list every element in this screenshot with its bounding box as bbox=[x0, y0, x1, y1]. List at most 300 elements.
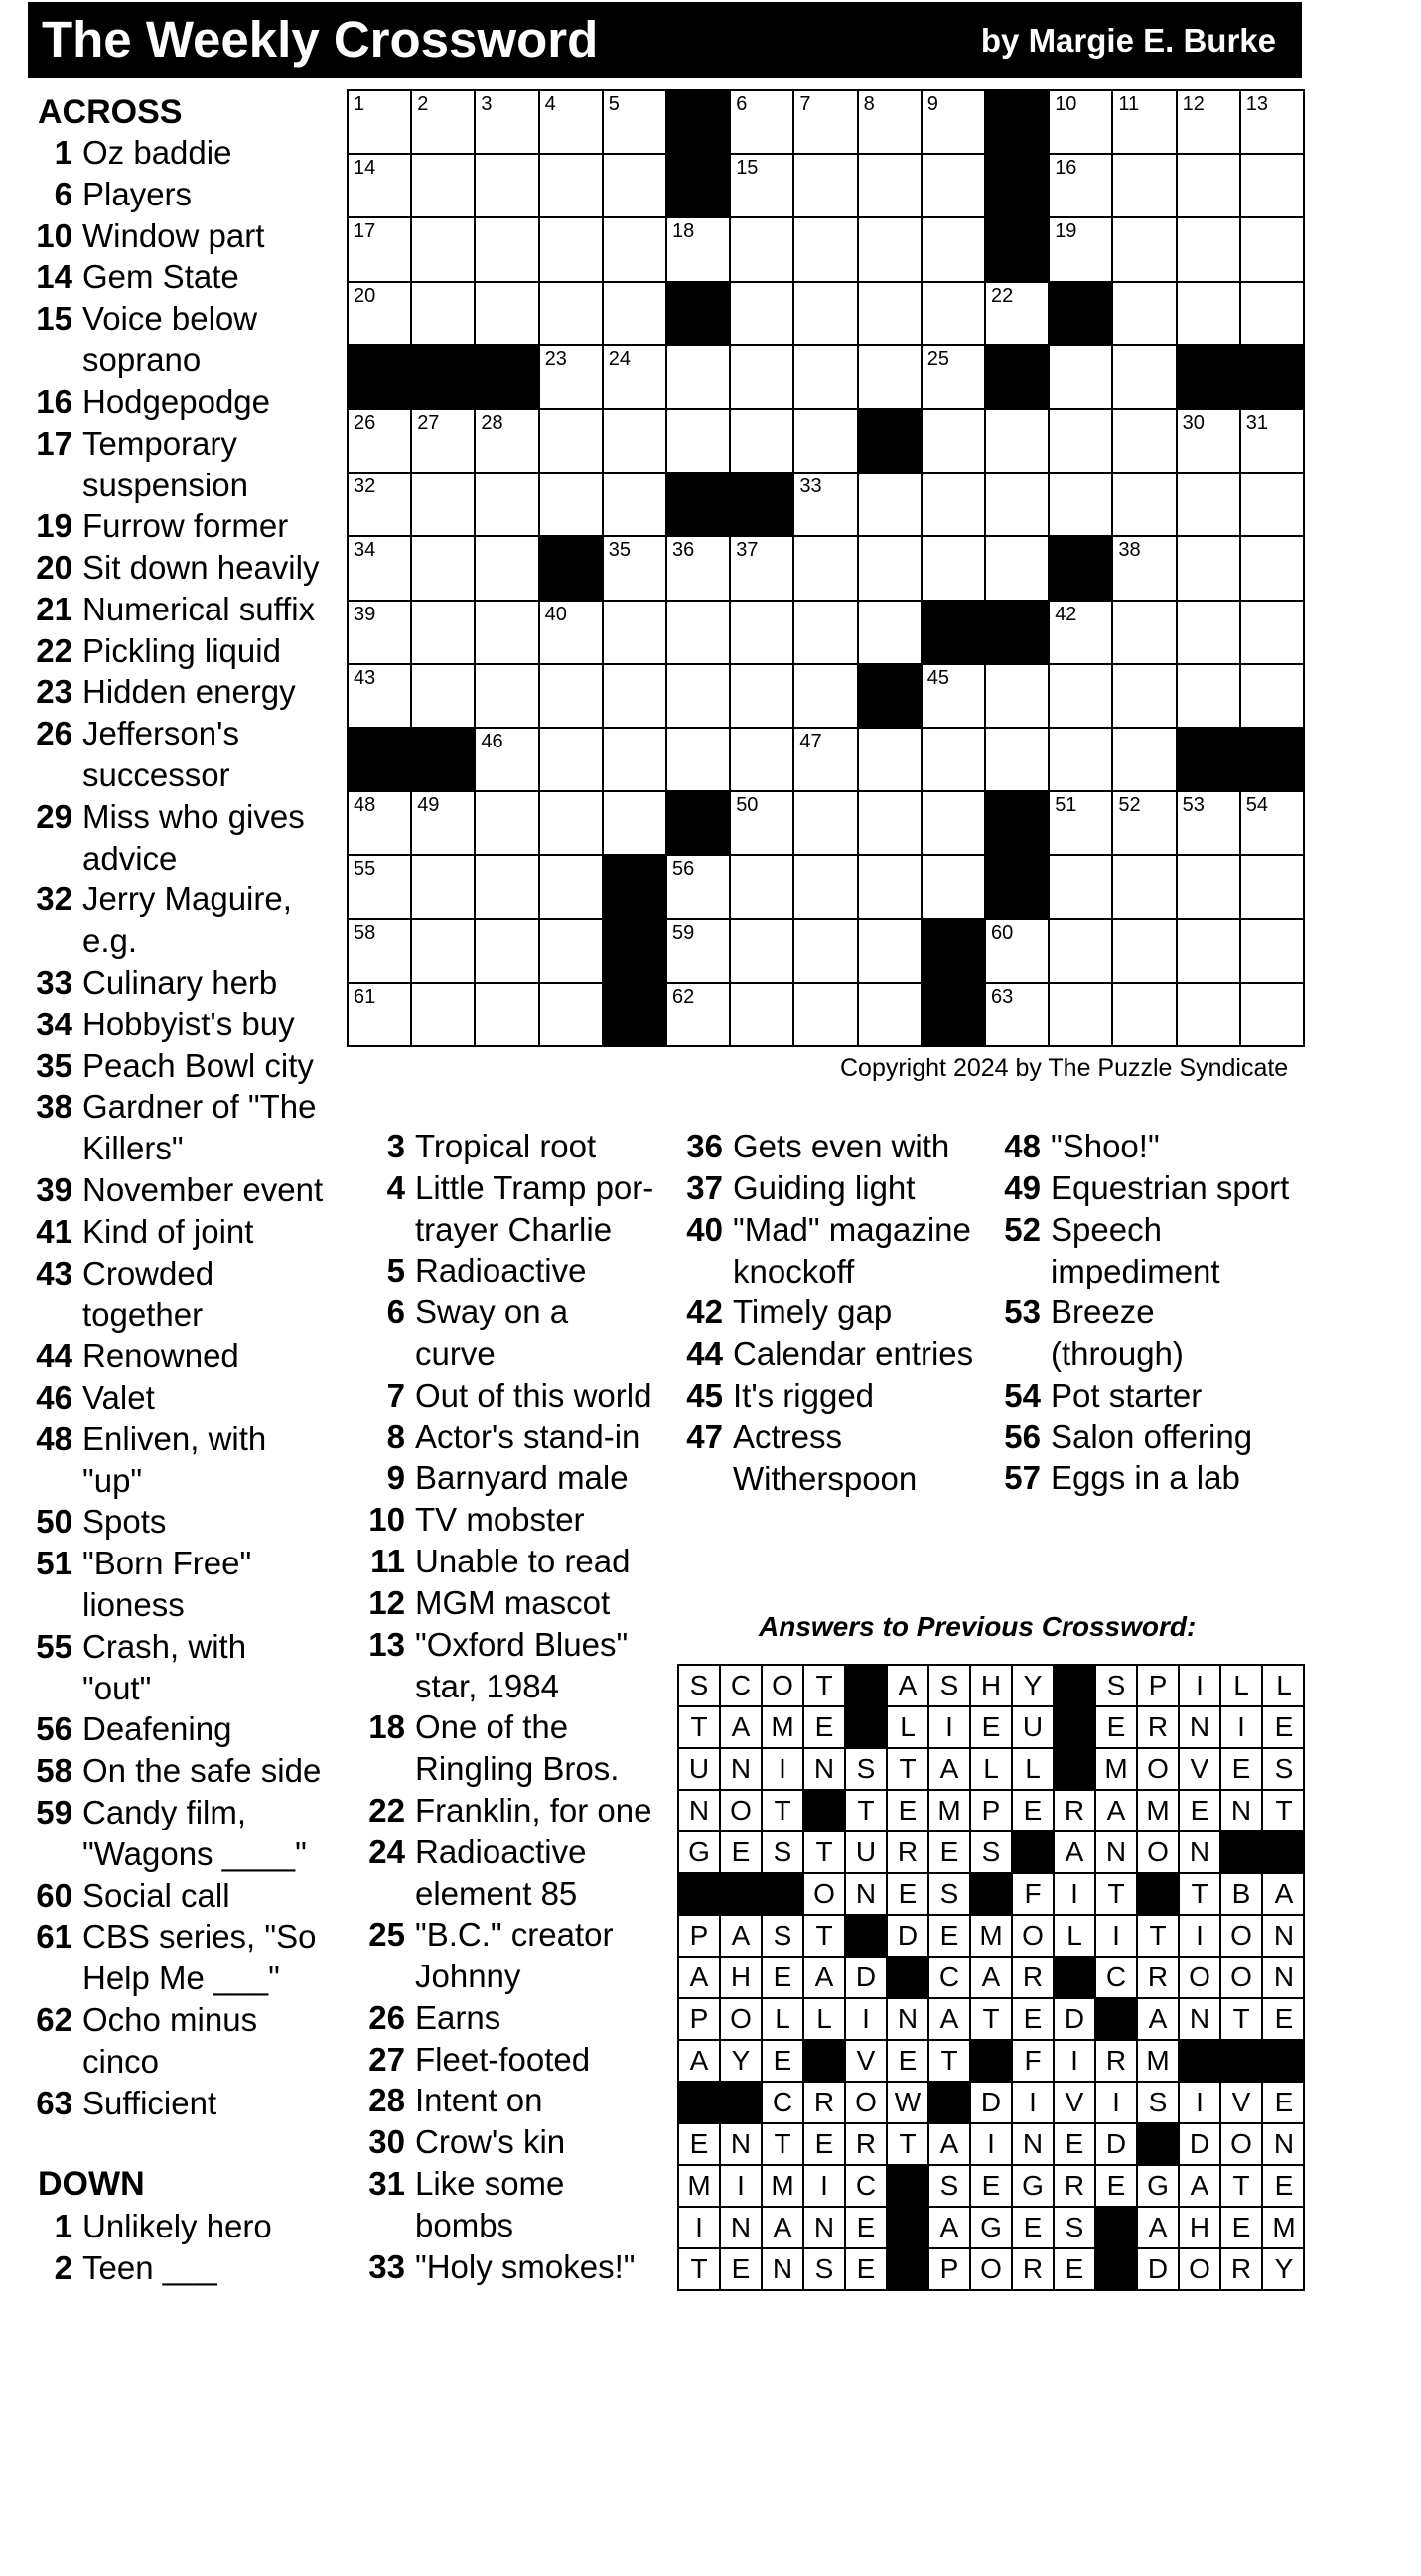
down-clue-37 bbox=[679, 1167, 997, 1209]
grid-cell[interactable] bbox=[604, 283, 667, 346]
grid-cell[interactable] bbox=[667, 346, 731, 410]
grid-cell[interactable] bbox=[476, 474, 539, 537]
grid-cell[interactable] bbox=[412, 856, 476, 919]
grid-cell[interactable] bbox=[1178, 920, 1241, 984]
grid-cell[interactable] bbox=[349, 474, 412, 537]
clue-number: 49 bbox=[1004, 1168, 1041, 1206]
cell-number: 29 bbox=[863, 412, 886, 434]
grid-cell[interactable] bbox=[731, 920, 794, 984]
across-clue-44 bbox=[29, 1335, 337, 1377]
grid-cell[interactable] bbox=[667, 920, 731, 984]
grid-cell[interactable] bbox=[540, 218, 604, 282]
clue-text: Teen ___ bbox=[82, 2248, 217, 2286]
grid-cell[interactable] bbox=[1178, 218, 1241, 282]
black-square bbox=[859, 665, 923, 729]
grid-cell[interactable] bbox=[604, 729, 667, 792]
grid-cell[interactable] bbox=[1241, 91, 1305, 155]
grid-cell[interactable] bbox=[794, 792, 858, 856]
across-clue-43 bbox=[29, 1253, 337, 1336]
grid-cell[interactable] bbox=[412, 984, 476, 1047]
grid-cell[interactable] bbox=[794, 920, 858, 984]
grid-cell[interactable] bbox=[540, 920, 604, 984]
answer-letter: T bbox=[763, 2124, 804, 2166]
grid-cell[interactable] bbox=[731, 537, 794, 601]
grid-cell[interactable] bbox=[1050, 856, 1113, 919]
clue-number: 2 bbox=[54, 2248, 72, 2286]
answer-letter: M bbox=[971, 1916, 1013, 1958]
grid-cell[interactable] bbox=[794, 283, 858, 346]
answer-black-square bbox=[971, 1874, 1013, 1916]
clue-number: 1 bbox=[54, 2208, 72, 2244]
grid-cell[interactable] bbox=[540, 155, 604, 218]
answer-letter: R bbox=[846, 2124, 888, 2166]
grid-cell[interactable] bbox=[1050, 792, 1113, 856]
grid-cell[interactable] bbox=[476, 920, 539, 984]
black-square bbox=[986, 602, 1050, 665]
grid-cell[interactable] bbox=[794, 218, 858, 282]
grid-cell[interactable] bbox=[1113, 920, 1177, 984]
answer-black-square bbox=[846, 1707, 888, 1749]
clue-text: Speech bbox=[1051, 1210, 1162, 1248]
grid-cell[interactable] bbox=[476, 155, 539, 218]
answer-letter: C bbox=[763, 2083, 804, 2124]
grid-cell[interactable] bbox=[923, 218, 986, 282]
grid-cell[interactable] bbox=[476, 856, 539, 919]
grid-cell[interactable] bbox=[859, 218, 923, 282]
grid-cell[interactable] bbox=[476, 984, 539, 1047]
previous-answers-grid bbox=[677, 1664, 1305, 2291]
across-clue-50 bbox=[29, 1501, 337, 1543]
across-clue-26 bbox=[29, 713, 337, 796]
answer-letter: T bbox=[1180, 1874, 1221, 1916]
cell-number: 9 bbox=[926, 93, 938, 115]
grid-cell[interactable] bbox=[1050, 91, 1113, 155]
grid-cell[interactable] bbox=[794, 410, 858, 474]
answer-letter: N bbox=[846, 1874, 888, 1916]
grid-cell[interactable] bbox=[540, 856, 604, 919]
grid-cell[interactable] bbox=[476, 792, 539, 856]
grid-cell[interactable] bbox=[476, 283, 539, 346]
down-clue-56 bbox=[997, 1417, 1315, 1458]
clue-number: 42 bbox=[686, 1293, 723, 1331]
grid-cell[interactable] bbox=[349, 537, 412, 601]
answer-letter: F bbox=[1013, 2041, 1055, 2083]
grid-cell[interactable] bbox=[1241, 474, 1305, 537]
puzzle-title: The Weekly Crossword bbox=[42, 11, 599, 68]
grid-cell[interactable] bbox=[1113, 665, 1177, 729]
grid-cell[interactable] bbox=[1178, 856, 1241, 919]
clue-number: 26 bbox=[36, 715, 72, 752]
grid-cell[interactable] bbox=[731, 283, 794, 346]
clue-text: lioness bbox=[82, 1586, 185, 1624]
grid-cell[interactable] bbox=[349, 155, 412, 218]
grid-cell[interactable] bbox=[1178, 155, 1241, 218]
grid-cell[interactable] bbox=[1241, 602, 1305, 665]
down-clue-26 bbox=[361, 1997, 669, 2039]
grid-cell[interactable] bbox=[476, 665, 539, 729]
answer-letter: I bbox=[721, 2166, 763, 2208]
grid-cell[interactable] bbox=[1113, 218, 1177, 282]
grid-cell[interactable] bbox=[604, 155, 667, 218]
clue-number: 10 bbox=[36, 216, 72, 254]
grid-cell[interactable] bbox=[986, 537, 1050, 601]
grid-cell[interactable] bbox=[412, 218, 476, 282]
grid-cell[interactable] bbox=[1113, 410, 1177, 474]
answer-letter: D bbox=[888, 1916, 929, 1958]
answer-black-square bbox=[1055, 1958, 1096, 1999]
down-clue-18 bbox=[361, 1706, 669, 1790]
grid-cell[interactable] bbox=[1241, 537, 1305, 601]
grid-cell[interactable] bbox=[986, 474, 1050, 537]
across-clue-63 bbox=[29, 2083, 337, 2124]
grid-cell[interactable] bbox=[1178, 602, 1241, 665]
grid-cell[interactable] bbox=[604, 410, 667, 474]
grid-cell[interactable] bbox=[1050, 474, 1113, 537]
answer-letter: P bbox=[971, 1791, 1013, 1832]
grid-cell[interactable] bbox=[859, 283, 923, 346]
down-clue-48 bbox=[997, 1126, 1315, 1167]
grid-cell[interactable] bbox=[349, 665, 412, 729]
grid-cell[interactable] bbox=[1178, 537, 1241, 601]
grid-cell[interactable] bbox=[412, 410, 476, 474]
clue-text: Radioactive bbox=[415, 1252, 587, 1289]
clue-text: Little Tramp por- bbox=[415, 1168, 654, 1206]
answer-letter: C bbox=[929, 1958, 971, 1999]
grid-cell[interactable] bbox=[412, 155, 476, 218]
grid-cell[interactable] bbox=[667, 665, 731, 729]
answer-black-square bbox=[888, 2208, 929, 2249]
clue-text: Spots bbox=[82, 1503, 167, 1541]
grid-cell[interactable] bbox=[412, 602, 476, 665]
grid-cell[interactable] bbox=[540, 602, 604, 665]
clue-text: Breeze bbox=[1051, 1293, 1155, 1331]
answer-black-square bbox=[1013, 1832, 1055, 1874]
clue-text: Crow's kin bbox=[415, 2123, 566, 2161]
grid-cell[interactable] bbox=[794, 729, 858, 792]
answer-letter: E bbox=[721, 1832, 763, 1874]
black-square bbox=[923, 602, 986, 665]
down-clue-9 bbox=[361, 1457, 669, 1499]
grid-cell[interactable] bbox=[1178, 984, 1241, 1047]
grid-cell[interactable] bbox=[1050, 155, 1113, 218]
grid-cell[interactable] bbox=[731, 410, 794, 474]
grid-cell[interactable] bbox=[349, 920, 412, 984]
grid-cell[interactable] bbox=[1241, 984, 1305, 1047]
grid-cell[interactable] bbox=[540, 984, 604, 1047]
grid-cell[interactable] bbox=[476, 729, 539, 792]
clue-number: 24 bbox=[368, 1832, 405, 1870]
answer-letter: T bbox=[888, 1749, 929, 1791]
cell-number: 35 bbox=[608, 539, 632, 562]
grid-cell[interactable] bbox=[731, 218, 794, 282]
answers-title: Answers to Previous Crossword: bbox=[759, 1611, 1197, 1642]
answer-letter: V bbox=[1180, 1749, 1221, 1791]
clue-number: 55 bbox=[36, 1627, 72, 1665]
answer-black-square bbox=[1138, 1874, 1180, 1916]
grid-cell[interactable] bbox=[476, 537, 539, 601]
grid-cell[interactable] bbox=[604, 474, 667, 537]
grid-cell[interactable] bbox=[412, 792, 476, 856]
grid-cell[interactable] bbox=[604, 537, 667, 601]
across-clue-15 bbox=[29, 298, 337, 381]
grid-cell[interactable] bbox=[1113, 984, 1177, 1047]
grid-cell[interactable] bbox=[731, 792, 794, 856]
grid-cell[interactable] bbox=[604, 91, 667, 155]
grid-cell[interactable] bbox=[1113, 537, 1177, 601]
grid-cell[interactable] bbox=[986, 984, 1050, 1047]
grid-cell[interactable] bbox=[1241, 856, 1305, 919]
answer-letter: A bbox=[929, 1749, 971, 1791]
clue-text: "Oxford Blues" bbox=[415, 1625, 629, 1663]
grid-cell[interactable] bbox=[859, 474, 923, 537]
grid-cell[interactable] bbox=[1113, 602, 1177, 665]
grid-cell[interactable] bbox=[986, 410, 1050, 474]
grid-cell[interactable] bbox=[859, 537, 923, 601]
grid-cell[interactable] bbox=[1050, 920, 1113, 984]
grid-cell[interactable] bbox=[1178, 283, 1241, 346]
grid-cell[interactable] bbox=[349, 410, 412, 474]
grid-cell[interactable] bbox=[540, 91, 604, 155]
grid-cell[interactable] bbox=[731, 602, 794, 665]
grid-cell[interactable] bbox=[1113, 346, 1177, 410]
answer-black-square bbox=[721, 1874, 763, 1916]
answer-letter: O bbox=[1138, 1832, 1180, 1874]
down-clue-7 bbox=[361, 1375, 669, 1417]
grid-cell[interactable] bbox=[923, 792, 986, 856]
black-square bbox=[1178, 346, 1241, 410]
clue-number: 13 bbox=[368, 1625, 405, 1663]
down-clue-2 bbox=[29, 2247, 337, 2289]
clue-text: Sit down heavily bbox=[82, 549, 320, 586]
cell-number: 1 bbox=[354, 93, 365, 115]
grid-cell[interactable] bbox=[859, 792, 923, 856]
answer-letter: T bbox=[804, 1832, 846, 1874]
grid-cell[interactable] bbox=[1050, 602, 1113, 665]
grid-cell[interactable] bbox=[859, 91, 923, 155]
answer-letter: E bbox=[888, 1874, 929, 1916]
answer-letter: O bbox=[1013, 1916, 1055, 1958]
grid-cell[interactable] bbox=[667, 537, 731, 601]
grid-cell[interactable] bbox=[412, 920, 476, 984]
grid-cell[interactable] bbox=[1050, 346, 1113, 410]
answer-letter: P bbox=[1138, 1666, 1180, 1707]
grid-cell[interactable] bbox=[667, 602, 731, 665]
grid-cell[interactable] bbox=[1241, 665, 1305, 729]
cell-number: 20 bbox=[354, 284, 376, 307]
grid-cell[interactable] bbox=[1241, 155, 1305, 218]
answer-letter: I bbox=[679, 2208, 721, 2249]
grid-cell[interactable] bbox=[540, 283, 604, 346]
answer-letter: N bbox=[1180, 1707, 1221, 1749]
answer-letter: E bbox=[888, 2041, 929, 2083]
grid-cell[interactable] bbox=[1178, 665, 1241, 729]
grid-cell[interactable] bbox=[731, 984, 794, 1047]
grid-cell[interactable] bbox=[859, 920, 923, 984]
grid-cell[interactable] bbox=[349, 792, 412, 856]
grid-cell[interactable] bbox=[476, 218, 539, 282]
across-clue-32 bbox=[29, 879, 337, 962]
cell-number: 13 bbox=[1245, 93, 1269, 115]
black-square bbox=[667, 792, 731, 856]
grid-cell[interactable] bbox=[923, 155, 986, 218]
grid-cell[interactable] bbox=[859, 346, 923, 410]
clue-text: Franklin, for one bbox=[415, 1791, 652, 1829]
grid-cell[interactable] bbox=[604, 346, 667, 410]
grid-cell[interactable] bbox=[923, 91, 986, 155]
grid-cell[interactable] bbox=[667, 729, 731, 792]
answer-letter: N bbox=[804, 2208, 846, 2249]
answer-letter: B bbox=[1221, 1874, 1263, 1916]
grid-cell[interactable] bbox=[986, 729, 1050, 792]
grid-cell[interactable] bbox=[1178, 91, 1241, 155]
grid-cell[interactable] bbox=[667, 856, 731, 919]
grid-cell[interactable] bbox=[412, 91, 476, 155]
grid-cell[interactable] bbox=[349, 856, 412, 919]
grid-cell[interactable] bbox=[731, 346, 794, 410]
grid-cell[interactable] bbox=[476, 602, 539, 665]
grid-cell[interactable] bbox=[476, 91, 539, 155]
grid-cell[interactable] bbox=[540, 410, 604, 474]
grid-cell[interactable] bbox=[794, 91, 858, 155]
grid-cell[interactable] bbox=[667, 410, 731, 474]
grid-cell[interactable] bbox=[794, 537, 858, 601]
grid-cell[interactable] bbox=[923, 856, 986, 919]
grid-cell[interactable] bbox=[1113, 729, 1177, 792]
grid-cell[interactable] bbox=[731, 91, 794, 155]
grid-cell[interactable] bbox=[1241, 410, 1305, 474]
answer-letter: N bbox=[721, 2124, 763, 2166]
grid-cell[interactable] bbox=[412, 537, 476, 601]
grid-cell[interactable] bbox=[986, 665, 1050, 729]
grid-cell[interactable] bbox=[923, 410, 986, 474]
grid-cell[interactable] bbox=[412, 665, 476, 729]
grid-cell[interactable] bbox=[540, 665, 604, 729]
grid-cell[interactable] bbox=[1050, 218, 1113, 282]
grid-cell[interactable] bbox=[923, 729, 986, 792]
grid-cell[interactable] bbox=[667, 218, 731, 282]
answer-letter: N bbox=[1263, 2124, 1305, 2166]
grid-cell[interactable] bbox=[794, 665, 858, 729]
grid-cell[interactable] bbox=[986, 283, 1050, 346]
answer-black-square bbox=[1055, 1666, 1096, 1707]
answer-letter: S bbox=[929, 1874, 971, 1916]
grid-cell[interactable] bbox=[412, 474, 476, 537]
grid-cell[interactable] bbox=[1050, 729, 1113, 792]
grid-cell[interactable] bbox=[794, 984, 858, 1047]
grid-cell[interactable] bbox=[731, 856, 794, 919]
grid-cell[interactable] bbox=[604, 792, 667, 856]
clue-number: 29 bbox=[36, 797, 72, 835]
grid-cell[interactable] bbox=[794, 155, 858, 218]
grid-cell[interactable] bbox=[731, 155, 794, 218]
grid-cell[interactable] bbox=[794, 474, 858, 537]
grid-cell[interactable] bbox=[1178, 410, 1241, 474]
grid-cell[interactable] bbox=[1241, 792, 1305, 856]
answer-letter: I bbox=[1180, 2083, 1221, 2124]
down-clue-40 bbox=[679, 1209, 997, 1292]
clue-number: 19 bbox=[36, 507, 72, 545]
grid-cell[interactable] bbox=[540, 346, 604, 410]
grid-cell[interactable] bbox=[1050, 665, 1113, 729]
grid-cell[interactable] bbox=[1050, 984, 1113, 1047]
grid-cell[interactable] bbox=[731, 729, 794, 792]
clue-number: 11 bbox=[370, 1543, 405, 1579]
grid-cell[interactable] bbox=[923, 665, 986, 729]
clue-number: 50 bbox=[36, 1503, 72, 1541]
answer-letter: E bbox=[1013, 1791, 1055, 1832]
grid-cell[interactable] bbox=[1178, 792, 1241, 856]
grid-cell[interactable] bbox=[604, 602, 667, 665]
grid-cell[interactable] bbox=[1241, 218, 1305, 282]
answer-letter: N bbox=[721, 2208, 763, 2249]
cell-number: 47 bbox=[799, 731, 822, 752]
across-clue-48 bbox=[29, 1419, 337, 1502]
clue-text: "Shoo!" bbox=[1051, 1128, 1160, 1164]
grid-cell[interactable] bbox=[604, 665, 667, 729]
grid-cell[interactable] bbox=[923, 346, 986, 410]
grid-cell[interactable] bbox=[540, 792, 604, 856]
grid-cell[interactable] bbox=[412, 283, 476, 346]
grid-cell[interactable] bbox=[349, 91, 412, 155]
grid-cell[interactable] bbox=[923, 537, 986, 601]
grid-cell[interactable] bbox=[1241, 283, 1305, 346]
cell-number: 33 bbox=[799, 475, 822, 498]
grid-cell[interactable] bbox=[476, 410, 539, 474]
grid-cell[interactable] bbox=[1241, 920, 1305, 984]
grid-cell[interactable] bbox=[349, 283, 412, 346]
answer-letter: M bbox=[763, 2166, 804, 2208]
grid-cell[interactable] bbox=[859, 729, 923, 792]
grid-cell[interactable] bbox=[540, 729, 604, 792]
grid-cell[interactable] bbox=[859, 856, 923, 919]
clue-number: 21 bbox=[36, 590, 72, 627]
puzzle-author: by Margie E. Burke bbox=[980, 22, 1276, 59]
grid-cell[interactable] bbox=[1113, 792, 1177, 856]
clue-text: Sway on a bbox=[415, 1293, 569, 1331]
grid-cell[interactable] bbox=[986, 920, 1050, 984]
grid-cell[interactable] bbox=[859, 984, 923, 1047]
grid-cell[interactable] bbox=[1113, 155, 1177, 218]
grid-cell[interactable] bbox=[1178, 474, 1241, 537]
answer-letter: E bbox=[1055, 2124, 1096, 2166]
grid-cell[interactable] bbox=[604, 218, 667, 282]
grid-cell[interactable] bbox=[1113, 856, 1177, 919]
grid-cell[interactable] bbox=[794, 602, 858, 665]
grid-cell[interactable] bbox=[1113, 283, 1177, 346]
grid-cell[interactable] bbox=[731, 665, 794, 729]
grid-cell[interactable] bbox=[923, 474, 986, 537]
black-square bbox=[1178, 729, 1241, 792]
grid-cell[interactable] bbox=[349, 984, 412, 1047]
grid-cell[interactable] bbox=[1113, 91, 1177, 155]
grid-cell[interactable] bbox=[859, 155, 923, 218]
clue-number: 15 bbox=[36, 300, 72, 338]
clue-text: soprano bbox=[82, 341, 202, 379]
grid-cell[interactable] bbox=[349, 602, 412, 665]
clue-number: 36 bbox=[686, 1128, 723, 1164]
grid-cell[interactable] bbox=[1113, 474, 1177, 537]
cell-number: 43 bbox=[354, 666, 376, 689]
grid-cell[interactable] bbox=[349, 218, 412, 282]
grid-cell[interactable] bbox=[859, 602, 923, 665]
grid-cell[interactable] bbox=[1050, 410, 1113, 474]
grid-cell[interactable] bbox=[794, 856, 858, 919]
grid-cell[interactable] bbox=[794, 346, 858, 410]
clue-text: Guiding light bbox=[733, 1168, 916, 1206]
grid-cell[interactable] bbox=[667, 984, 731, 1047]
grid-cell[interactable] bbox=[923, 283, 986, 346]
grid-cell[interactable] bbox=[540, 474, 604, 537]
